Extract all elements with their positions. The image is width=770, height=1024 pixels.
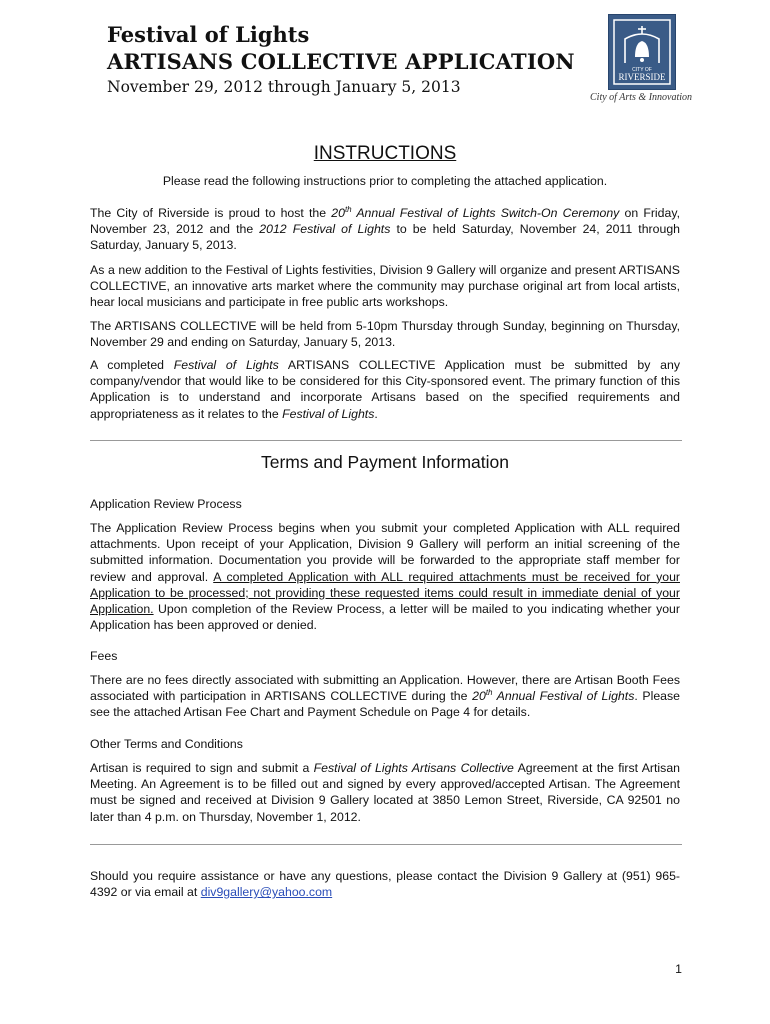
collective-paragraph: As a new addition to the Festival of Lights festivities, Division 9 Gallery will organize and present ARTISANS COLLECTIVE, an innovative arts market where the community may purchase original art from local artists, hear local musicians and participate in free public arts workshops. — [90, 263, 680, 310]
document-title: Festival of Lights — [107, 22, 310, 47]
email-link[interactable]: div9gallery@yahoo.com — [200, 885, 333, 900]
date-range: November 29, 2012 through January 5, 2013 — [107, 78, 461, 96]
fees-subhead: Fees — [90, 649, 118, 663]
terms-heading: Terms and Payment Information — [260, 452, 510, 472]
fees-paragraph: There are no fees directly associated with submitting an Application. However, there are Artisan Booth Fees associated with participation in ARTISANS COLLECTIVE during the 20th Annual Festival of Lights. Please see the attached Artisan Fee Chart and Payment Schedule on Page 4 for details. — [90, 673, 681, 720]
schedule-paragraph: The ARTISANS COLLECTIVE will be held from 5-10pm Thursday through Sunday, beginning on Thursday, November 29 and ending on Saturday, January 5, 2013. — [90, 319, 680, 350]
divider — [90, 844, 682, 845]
application-paragraph: A completed Festival of Lights ARTISANS COLLECTIVE Application must be submitted by any company/vendor that would like to be considered for this City-sponsored event. The primary function of this Application is to understand and incorporate Artisans based on the specified requirements and appropriateness as it relates to the Festival of Lights. — [90, 358, 680, 421]
review-subhead: Application Review Process — [90, 497, 242, 511]
instructions-heading: INSTRUCTIONS — [313, 143, 457, 164]
bell-logo-icon — [609, 15, 675, 89]
review-paragraph: The Application Review Process begins when you submit your completed Application with ALL required attachments. Upon receipt of your Application, Division 9 Gallery will perform an initial screening of the submitted information. Documentation you provide will be forwarded to the appropriate staff member for review and approval. A completed Application with ALL required attachments must be received for your Application to be processed; not providing these requested items could result in immediate denial of your Application. Upon completion of the Review Process, a letter will be mailed to you indicating whether your Application has been approved or denied. — [90, 521, 680, 633]
other-terms-subhead: Other Terms and Conditions — [90, 737, 243, 751]
logo-city-of: CITY OF — [632, 67, 652, 73]
instructions-subline: Please read the following instructions prior to completing the attached application. — [162, 174, 608, 188]
document-subtitle: ARTISANS COLLECTIVE APPLICATION — [107, 49, 575, 74]
divider — [90, 440, 682, 441]
logo-tagline: City of Arts & Innovation — [590, 92, 693, 103]
other-terms-paragraph: Artisan is required to sign and submit a Festival of Lights Artisans Collective Agreement at the first Artisan Meeting. An Agreement is to be filled out and signed by every approved/accepted Artisan. The Agreement must be signed and received at Division 9 Gallery located at 3850 Lemon Street, Riverside, CA 92501 no later than 4 p.m. on Thursday, November 1, 2012. — [90, 761, 680, 824]
city-logo — [608, 14, 676, 90]
logo-city-name: RIVERSIDE — [618, 72, 666, 82]
contact-paragraph: Should you require assistance or have any questions, please contact the Division 9 Gallery at (951) 965-4392 or via email at div9gallery@yahoo.com — [90, 869, 680, 900]
page-number: 1 — [675, 962, 682, 976]
intro-paragraph: The City of Riverside is proud to host the 20th Annual Festival of Lights Switch-On Ceremony on Friday, November 23, 2012 and the 2012 Festival of Lights to be held Saturday, November 24, 2011 through Saturday, January 5, 2013. — [90, 204, 680, 253]
